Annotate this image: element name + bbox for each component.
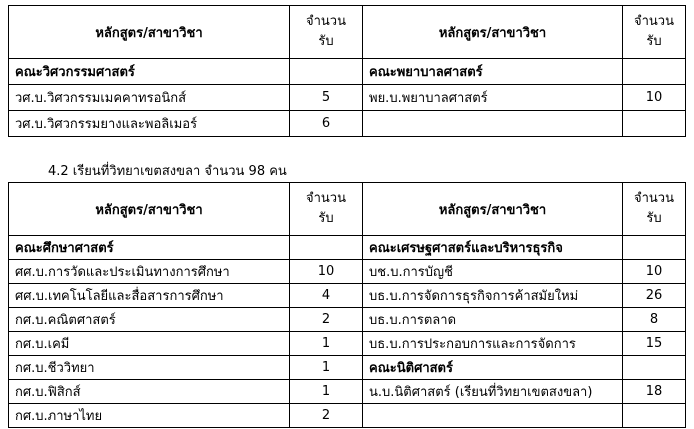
faculty-name: คณะวิศวกรรมศาสตร์: [9, 59, 290, 85]
count-header-line2: รับ: [318, 211, 334, 226]
column-header-program: หลักสูตร/สาขาวิชา: [9, 6, 290, 59]
admission-count: 4: [290, 284, 363, 308]
table-row: [9, 356, 686, 380]
admission-count: 10: [290, 260, 363, 284]
program-name: น.บ.นิติศาสตร์ (เรียนที่วิทยาเขตสงขลา): [363, 380, 623, 404]
faculty-row: [9, 236, 686, 260]
admission-count: 1: [290, 356, 363, 380]
count-header-line2: รับ: [318, 34, 334, 49]
faculty-name: คณะเศรษฐศาสตร์และบริหารธุรกิจ: [363, 236, 623, 260]
table-header-row: [9, 6, 686, 59]
admission-count: 5: [290, 85, 363, 111]
admission-count: 6: [290, 111, 363, 137]
admission-count: 15: [623, 332, 686, 356]
table-header-row: [9, 183, 686, 236]
column-header-program: หลักสูตร/สาขาวิชา: [9, 183, 290, 236]
admission-count: 1: [290, 332, 363, 356]
column-header-count: [623, 183, 686, 236]
admission-count: 10: [623, 260, 686, 284]
program-name: ศศ.บ.เทคโนโลยีและสื่อสารการศึกษา: [9, 284, 290, 308]
column-header-count: [623, 6, 686, 59]
column-header-count: [290, 6, 363, 59]
program-name: บธ.บ.การจัดการธุรกิจการค้าสมัยใหม่: [363, 284, 623, 308]
program-name: กศ.บ.คณิตศาสตร์: [9, 308, 290, 332]
count-header-line1: จำนวน: [634, 191, 674, 206]
count-header-line1: จำนวน: [306, 191, 346, 206]
program-name: [363, 404, 623, 428]
admission-count: [623, 356, 686, 380]
program-name: บช.บ.การบัญชี: [363, 260, 623, 284]
program-name: กศ.บ.เคมี: [9, 332, 290, 356]
table-row: [9, 111, 686, 137]
column-header-count: [290, 183, 363, 236]
admission-count: [623, 404, 686, 428]
count-header-line2: รับ: [646, 34, 662, 49]
count-header-line1: จำนวน: [634, 14, 674, 29]
faculty-name: คณะนิติศาสตร์: [363, 356, 623, 380]
table-row: [9, 85, 686, 111]
table-row: [9, 332, 686, 356]
table-row: [9, 284, 686, 308]
table-songkhla-part1: [8, 5, 686, 137]
program-name: [363, 111, 623, 137]
faculty-row: [9, 59, 686, 85]
program-name: วศ.บ.วิศวกรรมยางและพอลิเมอร์: [9, 111, 290, 137]
count-header-line1: จำนวน: [306, 14, 346, 29]
program-name: บธ.บ.การตลาด: [363, 308, 623, 332]
program-name: กศ.บ.ชีววิทยา: [9, 356, 290, 380]
empty-cell: [623, 59, 686, 85]
count-header-line2: รับ: [646, 211, 662, 226]
table-row: [9, 260, 686, 284]
admission-count: 1: [290, 380, 363, 404]
program-name: บธ.บ.การประกอบการและการจัดการ: [363, 332, 623, 356]
faculty-name: คณะพยาบาลศาสตร์: [363, 59, 623, 85]
admission-count: 2: [290, 308, 363, 332]
section-caption: 4.2 เรียนที่วิทยาเขตสงขลา จำนวน 98 คน: [48, 164, 287, 179]
empty-cell: [290, 59, 363, 85]
table-row: [9, 404, 686, 428]
table-songkhla-campus: [8, 182, 686, 428]
table-row: [9, 308, 686, 332]
admission-count: 10: [623, 85, 686, 111]
program-name: พย.บ.พยาบาลศาสตร์: [363, 85, 623, 111]
column-header-program: หลักสูตร/สาขาวิชา: [363, 6, 623, 59]
admission-count: 8: [623, 308, 686, 332]
program-name: ศศ.บ.การวัดและประเมินทางการศึกษา: [9, 260, 290, 284]
admission-count: 18: [623, 380, 686, 404]
faculty-name: คณะศึกษาศาสตร์: [9, 236, 290, 260]
program-name: วศ.บ.วิศวกรรมเมคคาทรอนิกส์: [9, 85, 290, 111]
table-row: [9, 380, 686, 404]
program-name: กศ.บ.ฟิสิกส์: [9, 380, 290, 404]
admission-count: 26: [623, 284, 686, 308]
admission-count: [623, 111, 686, 137]
column-header-program: หลักสูตร/สาขาวิชา: [363, 183, 623, 236]
program-name: กศ.บ.ภาษาไทย: [9, 404, 290, 428]
empty-cell: [290, 236, 363, 260]
admission-count: 2: [290, 404, 363, 428]
empty-cell: [623, 236, 686, 260]
